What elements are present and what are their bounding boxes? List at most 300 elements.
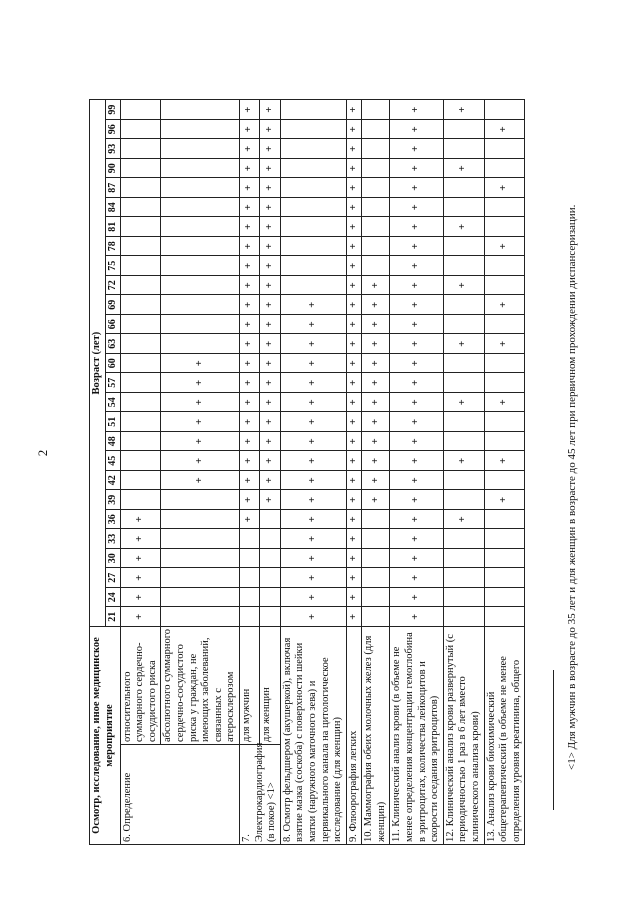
age-header-cell: 57 — [105, 373, 120, 393]
procedure-name-cell: 7. Электрокардиография (в покое) <1> — [239, 745, 280, 845]
age-mark-cell: + — [346, 451, 362, 471]
age-mark-cell: + — [484, 119, 525, 139]
age-mark-cell: + — [239, 256, 259, 276]
age-mark-cell — [362, 587, 390, 607]
age-mark-cell — [161, 158, 240, 178]
age-header-cell: 93 — [105, 139, 120, 159]
age-mark-cell — [443, 197, 484, 217]
age-mark-cell: + — [362, 392, 390, 412]
age-mark-cell — [484, 217, 525, 237]
age-mark-cell: + — [239, 490, 259, 510]
age-mark-cell: + — [390, 275, 443, 295]
age-mark-cell: + — [239, 295, 259, 315]
age-mark-cell: + — [280, 392, 346, 412]
age-mark-cell: + — [362, 334, 390, 354]
age-mark-cell — [161, 314, 240, 334]
age-header-cell: 72 — [105, 275, 120, 295]
age-mark-cell — [362, 529, 390, 549]
age-mark-cell: + — [346, 568, 362, 588]
age-mark-cell: + — [362, 490, 390, 510]
age-mark-cell: + — [484, 451, 525, 471]
age-mark-cell — [443, 607, 484, 627]
table-row — [260, 100, 280, 845]
age-mark-cell — [120, 431, 161, 451]
age-mark-cell — [443, 490, 484, 510]
age-mark-cell — [443, 529, 484, 549]
screening-table-wrapper — [89, 100, 529, 845]
age-mark-cell — [362, 236, 390, 256]
age-mark-cell: + — [260, 353, 280, 373]
age-mark-cell: + — [120, 587, 161, 607]
age-mark-cell: + — [346, 158, 362, 178]
age-mark-cell: + — [362, 470, 390, 490]
age-mark-cell: + — [161, 470, 240, 490]
age-mark-cell: + — [260, 373, 280, 393]
age-mark-cell — [161, 217, 240, 237]
age-header-cell: 36 — [105, 509, 120, 529]
age-mark-cell — [120, 256, 161, 276]
procedure-name-cell: 9. Флюорография легких — [346, 626, 362, 844]
age-mark-cell: + — [280, 568, 346, 588]
footnote-separator — [553, 670, 554, 810]
age-mark-cell: + — [346, 236, 362, 256]
age-mark-cell — [120, 392, 161, 412]
age-mark-cell — [280, 197, 346, 217]
table-row — [484, 100, 525, 845]
age-mark-cell: + — [390, 334, 443, 354]
age-mark-cell — [239, 529, 259, 549]
table-row — [346, 100, 362, 845]
age-mark-cell: + — [390, 568, 443, 588]
age-mark-cell — [161, 236, 240, 256]
age-mark-cell: + — [280, 470, 346, 490]
age-mark-cell — [280, 139, 346, 159]
age-mark-cell: + — [280, 587, 346, 607]
age-mark-cell: + — [260, 139, 280, 159]
age-mark-cell: + — [390, 490, 443, 510]
age-mark-cell: + — [260, 236, 280, 256]
age-mark-cell: + — [484, 490, 525, 510]
age-mark-cell: + — [390, 548, 443, 568]
age-mark-cell: + — [239, 334, 259, 354]
age-mark-cell: + — [260, 490, 280, 510]
age-mark-cell — [280, 256, 346, 276]
procedure-subtype-cell: абсолютного суммарного сердечно-сосудистого риска у граждан, не имеющих заболеваний, связанных с атеросклерозом — [161, 626, 240, 744]
age-mark-cell — [161, 529, 240, 549]
procedure-name-cell: 12. Клинический анализ крови развернутый (с периодичностью 1 раз в 6 лет вместо клинического анализа крови) — [443, 626, 484, 844]
age-mark-cell: + — [390, 587, 443, 607]
age-mark-cell: + — [280, 451, 346, 471]
age-mark-cell — [239, 568, 259, 588]
age-mark-cell — [280, 275, 346, 295]
age-mark-cell — [161, 509, 240, 529]
age-mark-cell: + — [390, 412, 443, 432]
age-mark-cell: + — [484, 236, 525, 256]
age-mark-cell: + — [280, 353, 346, 373]
age-mark-cell: + — [346, 412, 362, 432]
age-mark-cell — [484, 568, 525, 588]
age-mark-cell — [120, 275, 161, 295]
age-mark-cell: + — [346, 392, 362, 412]
procedure-subtype-cell: для мужчин — [239, 626, 259, 744]
age-mark-cell: + — [120, 529, 161, 549]
age-mark-cell — [362, 158, 390, 178]
age-mark-cell: + — [346, 334, 362, 354]
age-header-cell: 48 — [105, 431, 120, 451]
age-header-cell: 81 — [105, 217, 120, 237]
age-mark-cell: + — [390, 119, 443, 139]
age-mark-cell: + — [239, 431, 259, 451]
age-mark-cell: + — [260, 197, 280, 217]
procedure-name-cell: 10. Маммография обеих молочных желез (для женщин) — [362, 626, 390, 844]
age-mark-cell — [120, 470, 161, 490]
procedure-name-cell: 6. Определение — [120, 745, 239, 845]
age-mark-cell: + — [280, 314, 346, 334]
age-mark-cell: + — [443, 158, 484, 178]
age-mark-cell: + — [260, 158, 280, 178]
age-mark-cell: + — [346, 548, 362, 568]
age-mark-cell: + — [346, 100, 362, 120]
age-mark-cell — [161, 256, 240, 276]
age-mark-cell: + — [390, 178, 443, 198]
procedure-name-cell: 8. Осмотр фельдшером (акушеркой), включая взятие мазка (соскоба) с поверхности шейки матки (наружного маточного зева) и цервикального канала на цитологическое исследование (для женщин) — [280, 626, 346, 844]
age-mark-cell: + — [390, 509, 443, 529]
procedure-subtype-cell: относительного суммарного сердечно-сосудистого риска — [120, 626, 161, 744]
age-mark-cell: + — [120, 509, 161, 529]
age-mark-cell — [161, 548, 240, 568]
age-mark-cell — [443, 373, 484, 393]
age-mark-cell: + — [239, 451, 259, 471]
table-row — [239, 100, 259, 845]
age-mark-cell — [484, 256, 525, 276]
age-header-cell: 66 — [105, 314, 120, 334]
age-mark-cell — [484, 139, 525, 159]
age-mark-cell — [120, 314, 161, 334]
age-mark-cell: + — [390, 100, 443, 120]
age-mark-cell — [260, 587, 280, 607]
age-mark-cell: + — [390, 392, 443, 412]
age-mark-cell — [443, 431, 484, 451]
age-mark-cell: + — [346, 256, 362, 276]
age-header-cell: 39 — [105, 490, 120, 510]
age-mark-cell — [362, 568, 390, 588]
age-mark-cell — [362, 509, 390, 529]
age-mark-cell: + — [239, 412, 259, 432]
age-mark-cell: + — [239, 236, 259, 256]
age-mark-cell — [484, 607, 525, 627]
age-mark-cell: + — [260, 392, 280, 412]
age-mark-cell: + — [484, 295, 525, 315]
age-mark-cell: + — [346, 529, 362, 549]
age-mark-cell: + — [120, 607, 161, 627]
age-mark-cell: + — [239, 509, 259, 529]
age-mark-cell: + — [346, 470, 362, 490]
age-mark-cell — [484, 587, 525, 607]
age-mark-cell: + — [346, 217, 362, 237]
age-header-cell: 99 — [105, 100, 120, 120]
age-mark-cell — [161, 100, 240, 120]
age-mark-cell — [443, 314, 484, 334]
age-mark-cell: + — [346, 119, 362, 139]
age-mark-cell: + — [346, 490, 362, 510]
age-mark-cell — [484, 353, 525, 373]
header-procedure: Осмотр, исследование, иное медицинское мероприятие — [90, 626, 121, 844]
age-mark-cell: + — [260, 334, 280, 354]
age-header-cell: 33 — [105, 529, 120, 549]
age-mark-cell: + — [161, 392, 240, 412]
age-mark-cell: + — [346, 139, 362, 159]
age-mark-cell: + — [346, 197, 362, 217]
age-mark-cell — [161, 295, 240, 315]
age-mark-cell — [362, 256, 390, 276]
age-mark-cell: + — [260, 119, 280, 139]
table-row — [443, 100, 484, 845]
table-row — [280, 100, 346, 845]
age-mark-cell: + — [443, 275, 484, 295]
age-mark-cell — [443, 236, 484, 256]
age-mark-cell: + — [346, 373, 362, 393]
age-mark-cell — [443, 470, 484, 490]
age-mark-cell — [362, 197, 390, 217]
age-mark-cell — [280, 217, 346, 237]
age-mark-cell: + — [362, 373, 390, 393]
age-mark-cell — [120, 353, 161, 373]
age-header-cell: 84 — [105, 197, 120, 217]
age-mark-cell — [362, 607, 390, 627]
age-mark-cell — [161, 139, 240, 159]
age-header-cell: 96 — [105, 119, 120, 139]
age-mark-cell: + — [161, 373, 240, 393]
age-mark-cell — [484, 470, 525, 490]
age-mark-cell — [120, 412, 161, 432]
age-mark-cell — [443, 412, 484, 432]
age-mark-cell — [161, 119, 240, 139]
age-mark-cell: + — [484, 334, 525, 354]
age-mark-cell — [280, 119, 346, 139]
age-mark-cell: + — [239, 392, 259, 412]
age-mark-cell: + — [120, 568, 161, 588]
age-mark-cell — [120, 197, 161, 217]
age-mark-cell: + — [239, 100, 259, 120]
age-mark-cell — [484, 100, 525, 120]
table-row — [120, 100, 161, 845]
age-mark-cell: + — [484, 392, 525, 412]
age-header-cell: 60 — [105, 353, 120, 373]
age-mark-cell: + — [239, 275, 259, 295]
age-header-cell: 87 — [105, 178, 120, 198]
age-header-cell: 69 — [105, 295, 120, 315]
age-header-cell: 54 — [105, 392, 120, 412]
age-mark-cell: + — [260, 314, 280, 334]
age-mark-cell: + — [362, 451, 390, 471]
age-mark-cell — [443, 295, 484, 315]
age-mark-cell — [161, 490, 240, 510]
procedure-name-cell: 11. Клинический анализ крови (в объеме не менее определения концентрации гемоглобина в эритроцитах, количества лейкоцитов и скорости оседания эритроцитов) — [390, 626, 443, 844]
age-mark-cell: + — [239, 470, 259, 490]
age-mark-cell — [362, 100, 390, 120]
age-mark-cell — [260, 568, 280, 588]
age-mark-cell — [120, 295, 161, 315]
age-mark-cell — [362, 178, 390, 198]
age-mark-cell: + — [346, 353, 362, 373]
age-mark-cell — [443, 353, 484, 373]
age-mark-cell: + — [390, 373, 443, 393]
age-mark-cell: + — [280, 490, 346, 510]
page-number: 2 — [35, 449, 50, 457]
age-mark-cell — [260, 509, 280, 529]
age-mark-cell: + — [484, 178, 525, 198]
age-mark-cell: + — [390, 607, 443, 627]
age-mark-cell: + — [260, 178, 280, 198]
age-mark-cell: + — [280, 548, 346, 568]
age-mark-cell — [280, 100, 346, 120]
age-mark-cell: + — [239, 373, 259, 393]
age-mark-cell: + — [280, 373, 346, 393]
age-mark-cell: + — [239, 353, 259, 373]
age-mark-cell: + — [260, 412, 280, 432]
age-header-cell: 30 — [105, 548, 120, 568]
age-mark-cell — [484, 509, 525, 529]
age-mark-cell: + — [346, 607, 362, 627]
age-mark-cell: + — [390, 139, 443, 159]
age-mark-cell: + — [280, 509, 346, 529]
age-mark-cell: + — [390, 314, 443, 334]
age-mark-cell — [120, 119, 161, 139]
age-mark-cell: + — [390, 217, 443, 237]
age-header-cell: 90 — [105, 158, 120, 178]
age-mark-cell: + — [390, 197, 443, 217]
age-mark-cell: + — [280, 607, 346, 627]
procedure-name-cell: 13. Анализ крови биохимический общетерапевтический (в объеме не менее определения уровня креатинина, общего — [484, 626, 525, 844]
age-mark-cell — [443, 548, 484, 568]
age-mark-cell: + — [362, 412, 390, 432]
age-mark-cell — [239, 548, 259, 568]
age-mark-cell: + — [280, 412, 346, 432]
age-mark-cell: + — [362, 314, 390, 334]
age-mark-cell — [443, 119, 484, 139]
age-mark-cell: + — [390, 529, 443, 549]
age-mark-cell — [120, 236, 161, 256]
age-mark-cell — [443, 178, 484, 198]
age-mark-cell — [484, 431, 525, 451]
age-mark-cell — [362, 217, 390, 237]
age-mark-cell: + — [239, 197, 259, 217]
age-mark-cell: + — [443, 217, 484, 237]
age-mark-cell: + — [390, 295, 443, 315]
age-mark-cell — [161, 334, 240, 354]
age-mark-cell: + — [260, 217, 280, 237]
age-mark-cell: + — [260, 451, 280, 471]
age-mark-cell — [484, 373, 525, 393]
age-mark-cell — [260, 548, 280, 568]
age-mark-cell: + — [390, 353, 443, 373]
age-mark-cell: + — [260, 431, 280, 451]
age-mark-cell: + — [390, 451, 443, 471]
age-mark-cell — [362, 139, 390, 159]
age-mark-cell — [484, 275, 525, 295]
age-mark-cell: + — [161, 353, 240, 373]
age-mark-cell: + — [239, 158, 259, 178]
age-mark-cell — [120, 100, 161, 120]
age-mark-cell: + — [239, 217, 259, 237]
age-mark-cell: + — [346, 295, 362, 315]
procedure-subtype-cell: для женщин — [260, 626, 280, 744]
age-mark-cell — [120, 451, 161, 471]
age-mark-cell: + — [239, 119, 259, 139]
age-mark-cell — [484, 548, 525, 568]
age-mark-cell: + — [239, 314, 259, 334]
age-mark-cell — [280, 178, 346, 198]
age-mark-cell: + — [260, 470, 280, 490]
age-header-cell: 21 — [105, 607, 120, 627]
age-mark-cell — [161, 275, 240, 295]
age-mark-cell — [120, 373, 161, 393]
age-mark-cell — [280, 236, 346, 256]
age-mark-cell — [120, 139, 161, 159]
age-mark-cell: + — [161, 451, 240, 471]
age-header-cell: 42 — [105, 470, 120, 490]
age-mark-cell: + — [260, 295, 280, 315]
age-mark-cell: + — [161, 412, 240, 432]
age-mark-cell — [443, 256, 484, 276]
age-mark-cell — [239, 587, 259, 607]
age-mark-cell: + — [443, 451, 484, 471]
age-mark-cell: + — [120, 548, 161, 568]
age-header-cell: 51 — [105, 412, 120, 432]
age-mark-cell: + — [346, 314, 362, 334]
age-mark-cell: + — [280, 295, 346, 315]
age-mark-cell: + — [260, 100, 280, 120]
age-mark-cell — [120, 178, 161, 198]
age-mark-cell: + — [239, 178, 259, 198]
age-mark-cell: + — [362, 353, 390, 373]
age-mark-cell: + — [443, 334, 484, 354]
age-mark-cell — [484, 412, 525, 432]
age-mark-cell — [120, 334, 161, 354]
age-mark-cell: + — [260, 275, 280, 295]
age-mark-cell: + — [390, 470, 443, 490]
age-mark-cell — [120, 217, 161, 237]
age-mark-cell — [120, 158, 161, 178]
age-mark-cell: + — [362, 295, 390, 315]
age-mark-cell — [260, 529, 280, 549]
age-mark-cell: + — [346, 275, 362, 295]
age-mark-cell: + — [239, 139, 259, 159]
age-header-cell: 24 — [105, 587, 120, 607]
age-mark-cell — [280, 158, 346, 178]
age-mark-cell — [443, 139, 484, 159]
age-mark-cell — [484, 197, 525, 217]
age-header-cell: 75 — [105, 256, 120, 276]
age-mark-cell: + — [260, 256, 280, 276]
age-mark-cell: + — [346, 431, 362, 451]
age-mark-cell: + — [443, 392, 484, 412]
age-mark-cell — [484, 314, 525, 334]
age-mark-cell: + — [280, 529, 346, 549]
age-mark-cell — [260, 607, 280, 627]
age-mark-cell — [443, 587, 484, 607]
age-mark-cell: + — [362, 431, 390, 451]
age-mark-cell: + — [280, 334, 346, 354]
age-mark-cell: + — [362, 275, 390, 295]
age-mark-cell: + — [443, 100, 484, 120]
age-mark-cell — [161, 178, 240, 198]
age-mark-cell — [161, 607, 240, 627]
age-mark-cell — [362, 548, 390, 568]
age-mark-cell: + — [390, 256, 443, 276]
footnote: <1> Для мужчин в возрасте до 35 лет и для женщин в возрасте до 45 лет при первичном прохождении диспансеризации. — [566, 204, 578, 770]
age-mark-cell — [161, 197, 240, 217]
